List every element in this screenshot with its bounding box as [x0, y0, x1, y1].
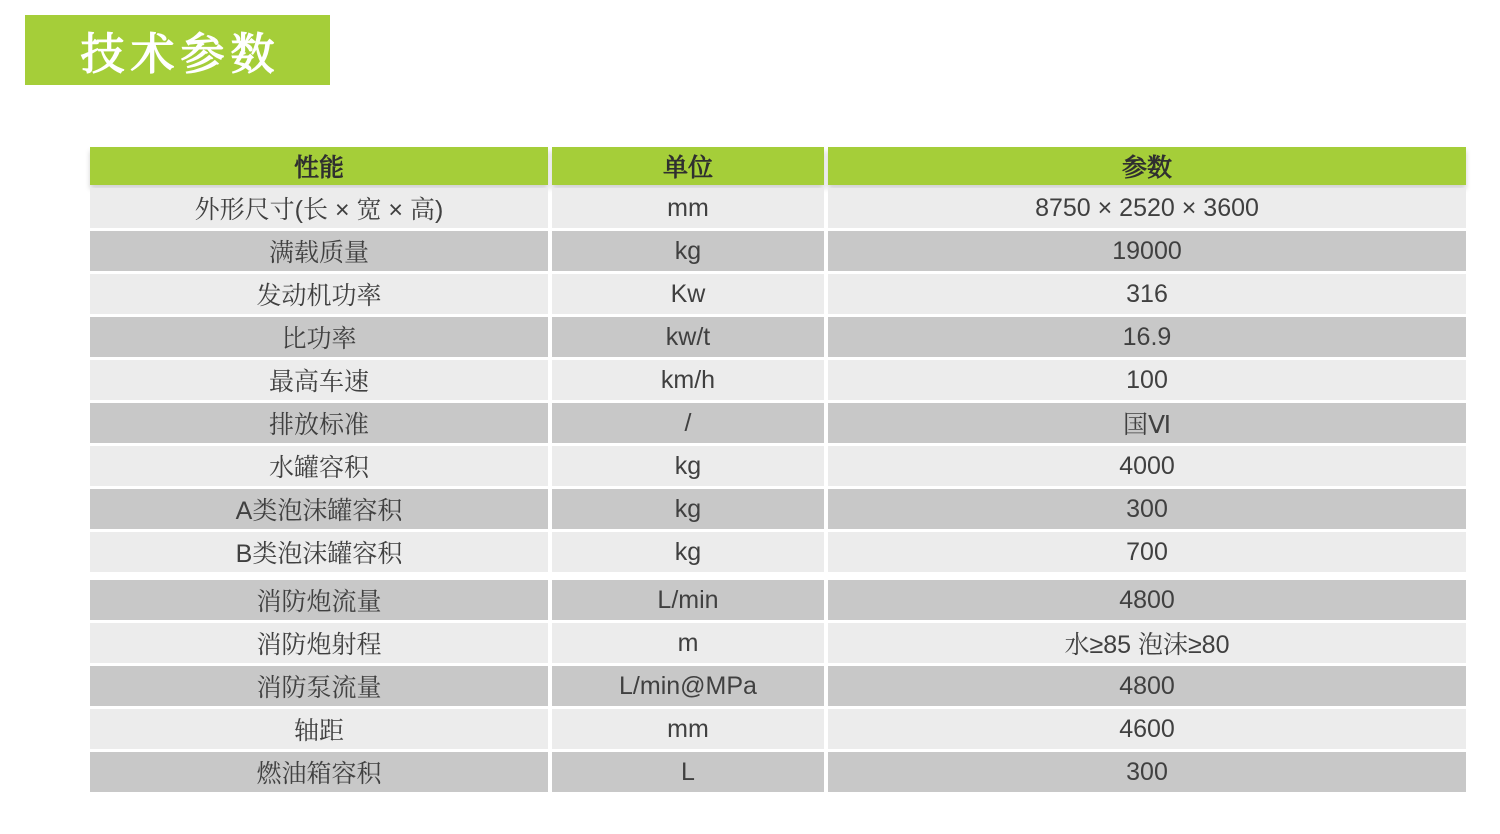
spec-value: 4600: [828, 709, 1466, 749]
table-row: [90, 666, 1466, 706]
spec-table-header: [90, 147, 1466, 185]
spec-value: 700: [828, 532, 1466, 572]
spec-name: 消防泵流量: [90, 666, 548, 706]
spec-unit: kg: [552, 532, 824, 572]
spec-value: 4800: [828, 580, 1466, 620]
spec-unit: kw/t: [552, 317, 824, 357]
spec-value: 水≥85 泡沫≥80: [828, 623, 1466, 663]
spec-value: 300: [828, 489, 1466, 529]
spec-name: 排放标准: [90, 403, 548, 443]
spec-unit: mm: [552, 709, 824, 749]
table-row: [90, 532, 1466, 572]
table-row: [90, 360, 1466, 400]
spec-value: 国Ⅵ: [828, 403, 1466, 443]
spec-table: [86, 144, 1470, 795]
header-row: [90, 147, 1466, 185]
col-header-performance: 性能: [90, 147, 548, 185]
spec-name: 满载质量: [90, 231, 548, 271]
spec-name: 燃油箱容积: [90, 752, 548, 792]
col-header-parameter: 参数: [828, 147, 1466, 185]
spec-value: 300: [828, 752, 1466, 792]
table-row: [90, 317, 1466, 357]
spec-unit: m: [552, 623, 824, 663]
spec-name: 比功率: [90, 317, 548, 357]
spec-value: 16.9: [828, 317, 1466, 357]
spec-value: 19000: [828, 231, 1466, 271]
table-row: [90, 274, 1466, 314]
col-header-unit: 单位: [552, 147, 824, 185]
spec-name: 水罐容积: [90, 446, 548, 486]
spec-table-body: [90, 188, 1466, 792]
spec-name: 发动机功率: [90, 274, 548, 314]
spec-name: 消防炮流量: [90, 580, 548, 620]
page-title: 技术参数: [25, 15, 330, 85]
spec-name: B类泡沫罐容积: [90, 532, 548, 572]
table-row: [90, 188, 1466, 228]
spec-unit: km/h: [552, 360, 824, 400]
spec-unit: kg: [552, 231, 824, 271]
table-row: [90, 709, 1466, 749]
spec-unit: kg: [552, 446, 824, 486]
spec-unit: mm: [552, 188, 824, 228]
table-row: [90, 623, 1466, 663]
table-row: [90, 231, 1466, 271]
spec-name: A类泡沫罐容积: [90, 489, 548, 529]
table-row: [90, 446, 1466, 486]
spec-unit: Kw: [552, 274, 824, 314]
spec-value: 100: [828, 360, 1466, 400]
spec-unit: kg: [552, 489, 824, 529]
spec-unit: L/min: [552, 580, 824, 620]
table-row: [90, 580, 1466, 620]
table-row: [90, 752, 1466, 792]
spec-value: 8750 × 2520 × 3600: [828, 188, 1466, 228]
spec-value: 4800: [828, 666, 1466, 706]
spec-unit: L: [552, 752, 824, 792]
spec-name: 外形尺寸(长 × 宽 × 高): [90, 188, 548, 228]
row-gap-cell: [90, 575, 1466, 577]
table-row: [90, 403, 1466, 443]
spec-value: 316: [828, 274, 1466, 314]
spec-value: 4000: [828, 446, 1466, 486]
spec-unit: L/min@MPa: [552, 666, 824, 706]
table-row: [90, 489, 1466, 529]
spec-name: 消防炮射程: [90, 623, 548, 663]
row-gap: [90, 575, 1466, 577]
spec-unit: /: [552, 403, 824, 443]
spec-name: 最高车速: [90, 360, 548, 400]
spec-name: 轴距: [90, 709, 548, 749]
